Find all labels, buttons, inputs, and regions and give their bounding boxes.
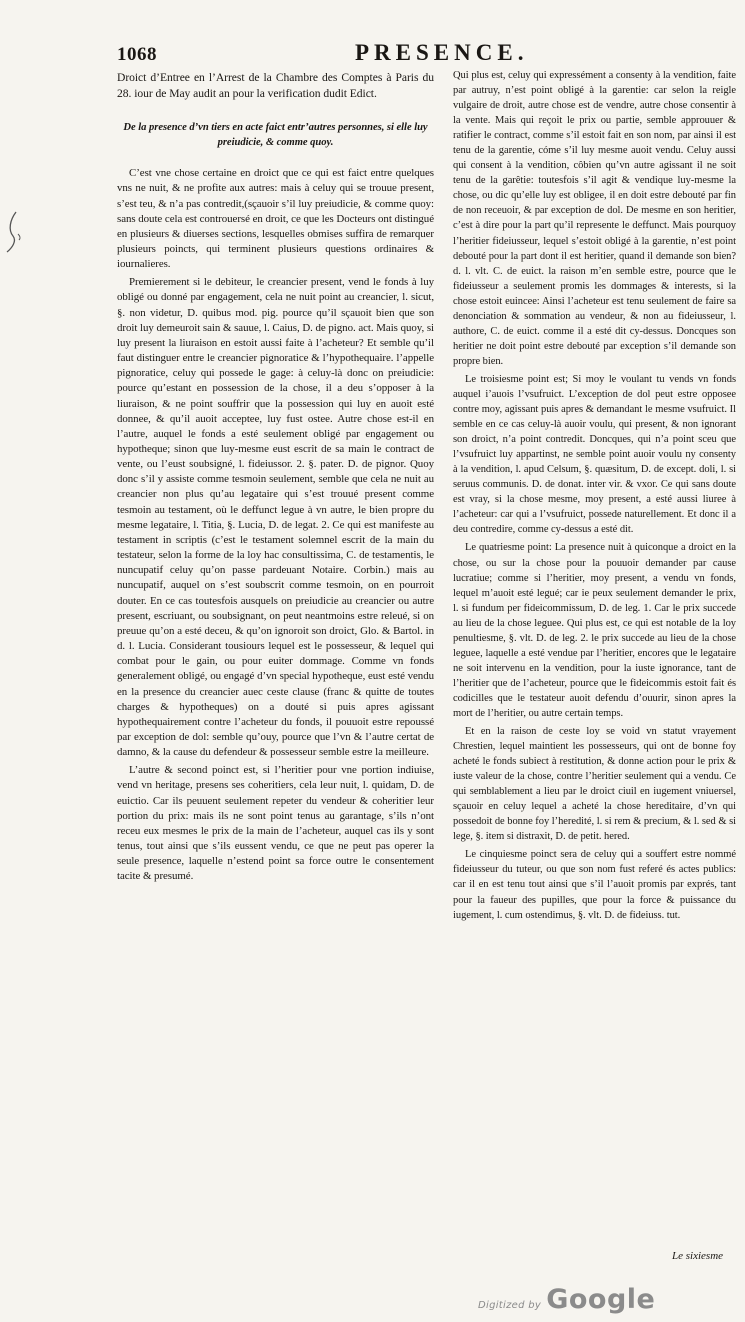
right-paragraph-4: Et en la raison de ceste loy se void vn statut vrayement Chrestien, lequel maintient les possesseurs, qui ont de bonne foy acheté le fonds subiect à restitution, & donne action pour le prix & iuste valeur de la chose, contre l’heritier seulement qui a vendu. Ce qui semblablement a lieu par le droict ciuil en iugement vniuersel, sçauoir en celuy lequel a acheté la chose hereditaire, d’vn qui possedoit de bonne foy l’heredité, l. si rem & precium, & l. sed & si lege, §. item si distraxit, D. de petit. hered. bbox=[453, 726, 736, 843]
margin-pen-mark bbox=[4, 210, 24, 254]
left-paragraph-3: L’autre & second poinct est, si l’heritier pour vne portion indiuise, vend vn heritage, presens ses coheritiers, cela leur nuit, l. quidam, D. de euictio. Car ils peuuent seulement repeter du vendeur & coheritier leur portion du prix: mais ils ne sont point tenus au garantage, s’ils n’ont receu eux mesmes le prix de la main de l’acheteur, auquel cas ils y sont tenus, tout ainsi que s’ils eussent vendu, ce que ne peut pas operer la seule presence, laquelle n’estend point sa force outre le consentement tacite & presumé. bbox=[117, 764, 434, 883]
right-paragraph-1: Qui plus est, celuy qui expressément a consenty à la vendition, faite par autruy, n’est point obligé à la garentie: car selon la reigle vulgaire de droit, autre chose est de vendre, autre chose consentir à la vente. Mais qui reçoit le prix ou partie, semble approuuer & ratifier le contract, comme s’il estoit fait en son nom, par ainsi il est tenu de la garentie, cóme s’il luy mesme auoit vendu. Celuy aussi qui consent à la vendition, côbien qu’vn autre agissant il ne soit tenu de la garêtie: toutesfois s’il agit & vendique luy-mesme la chose, ou dic qu’elle luy est obligee, il en doit estre debouté par fin de non receuoir, & par exception de dol. De mesme en son heritier, c’est à dire pour la part qu’il represente le deffunct. Mais pourquoy l’heritier fideiusseur, lequel s’estoit obligé à la garentie, n’est point debouté pour la part dont il est heritier, quand il demande son bien? d. l. vlt. C. de euict. la raison m’en semble estre, pource que le fideiusseur a seulement promis les dommages & interests, si la chose estoit euincee: Ainsi l’acheteur est tenu seulement de faire sa denonciation & sommation au vendeur, & non au fideiusseur, l. authore, C. de euict. comme il a esté dit cy-dessus. Doncques son heritier ne doit point estre debouté par exception s’il demande son propre bien. bbox=[453, 70, 736, 367]
right-paragraph-5: Le cinquiesme poinct sera de celuy qui a souffert estre nommé fideiusseur du tuteur, ou que son nom fust referé és actes publics: car il en est tenu tout ainsi que s’il l’auoit promis par exprés, tant pour la faueur des pupilles, que pour la force & puissance du iugement, l. cum ostendimus, §. vlt. D. de fideiuss. tut. bbox=[453, 849, 736, 921]
page-number: 1068 bbox=[117, 44, 157, 65]
entree-note: Droict d’Entree en l’Arrest de la Chambre des Comptes à Paris du 28. iour de May audit an pour la verification dudit Edict. bbox=[117, 71, 434, 100]
running-head: PRESENCE. bbox=[355, 40, 529, 65]
digitized-watermark bbox=[478, 1284, 655, 1315]
left-paragraph-2: Premierement si le debiteur, le creancier present, vend le fonds à luy obligé ou donné par engagement, cela ne nuit point au creancier, l. sicut, §. non videtur, D. quibus mod. pig. pource qu’il sçauoit bien que son droit luy demeuroit sain & sauue, l. Caius, D. de pigno. act. Mais quoy, si luy present la liuraison en estoit aussi faite à l’acheteur? Et semble qu’il faut distinguer entre le creancier pignoratice & l’hypothequaire. l’appelle pignoratice, celuy qui possede le gage: à celuy-là donc on preiudicie: pource qu’estant en possession de la chose, il a deu s’opposer à la liuraison, & ne point souffrir que la possession qui luy en auoit esté donnee, & qu’il auoit acceptee, luy fust ostee. Autre chose est-il en l’autre, auquel le fonds a esté seulement obligé par engagement ou hypotheque; sinon que luy-mesme eust escrit de sa main le contract de vente, ou l’eust soubsigné, l. fideiussor. 2. §. pater. D. de pignor. Quoy donc s’il y assiste comme tesmoin seulement, semble que cela ne nuit au creancier non plus qu’au legataire qui s’est trouué present comme tesmoin au testament, où le deffunct legue à vn autre, le bien propre du mesme legataire, l. Titia, §. Lucia, D. de legat. 2. Ce qui est manifeste au testament in scriptis (c’est le testament solemnel escrit de la main du testateur, selon la forme de la loy hac consultissima, C. de testamentis, le nuncupatif celuy qu’on passe pardeuant Notaire. Corbin.) mais au nuncupatif, auquel on s’est soubscrit comme tesmoin, on en pourroit douter. En ce cas toutesfois ausquels on preiudicie au creancier ou autre present, escriuant, ou soubsignant, on peut neantmoins estre releué, si on preuue qu’on a esté deceu, & qu’on ignoroit son droict, Glo. & Bartol. in d. l. Lucia. Considerant tousiours lequel est le possesseur, & lequel qui combat pour le gain, ou pour euiter dommage. Comme vn fonds generalement obligé, ou engagé d’vn special hypotheque, eust esté vendu en la presence du creancier auec ceste clause (franc & quitte de toutes charges & hypotheques) on a douté si puis apres agissant hypothequairement contre l’acheteur du fonds, il pouuoit estre repoussé par exception de dol: semble qu’ouy, pource que l’vn & l’autre certat de damno, & la cause du defendeur & possesseur semble estre la meilleure. bbox=[117, 276, 434, 759]
catchword: Le sixiesme bbox=[672, 1250, 724, 1262]
left-column bbox=[117, 70, 434, 1150]
left-paragraph-1: C’est vne chose certaine en droict que ce qui est faict entre quelques vns ne nuit, & ne profite aux autres: mais à celuy qui se trouue present, s’est teu, & n’a pas contredit,(sçauoir s’il luy preiudicie, & comme quoy: sans doute cela est controuersé en droit, ce que les Docteurs ont distingué en plusieurs & diuerses sections, lesquelles obmises suffira de remarquer plusieurs poincts, qui terminent plusieurs questions ordinaires & iournalieres. bbox=[117, 167, 434, 271]
section-rubric: De la presence d’vn tiers en acte faict entr’autres personnes, si elle luy preiudicie, & comme quoy. bbox=[123, 122, 428, 149]
right-paragraph-2: Le troisiesme point est; Si moy le voulant tu vends vn fonds auquel i’auois l’vsufruict. L’exception de dol peut estre opposee contre moy, agissant puis apres & demandant le mesme vsufruict. Il semble en ce cas celuy-là auoir voulu, qui present, & non ignorant son droict, n’a point contredit. Doncques, qui n’a point sceu que l’vsufruict luy appartinst, ne semble point auoir voulu ny consenty à la vendition, l. apud Celsum, §. quæsitum, D. de except. doli, l. si seruus communis. D. de donat. inter vir. & vxor. Ce qui sans doute est vray, si la chose mesme, moy present, a esté aussi liuree à l’acheteur: car qui a l’vsufruict, possede naturellement. Et donc il a deu contredire, comme cy-dessus a esté dit. bbox=[453, 373, 736, 536]
right-paragraph-3: Le quatriesme point: La presence nuit à quiconque a droict en la chose, ou sur la chose pour la pouuoir demander par cause lucratiue; comme si l’heritier, moy present, a vendu vn fonds, lequel m’auoit esté legué; car ie peux seulement demander le prix, l. si fundum per fideicommissum, D. de leg. 1. Car le prix succede au lieu de la chose leguee. Qui plus est, ce qui est notable de la loy penultiesme, §. vlt. D. de leg. 2. le prix succede au lieu de la chose leguee, laquelle a esté vendue par l’heritier, encores que le legataire ne soit intervenu en la vendition, pour la iuste ignorance, tant de l’heritier que de l’acheteur, pource que le fideicommis estoit fait és codicilles que le testateur auoit defendu d’ouurir, sinon apres la mort de l’heritier, ou autre certain temps. bbox=[453, 542, 736, 719]
watermark-small-text: Digitized by bbox=[478, 1300, 542, 1311]
right-column bbox=[453, 68, 736, 1246]
watermark-google-text: Google bbox=[546, 1284, 656, 1315]
